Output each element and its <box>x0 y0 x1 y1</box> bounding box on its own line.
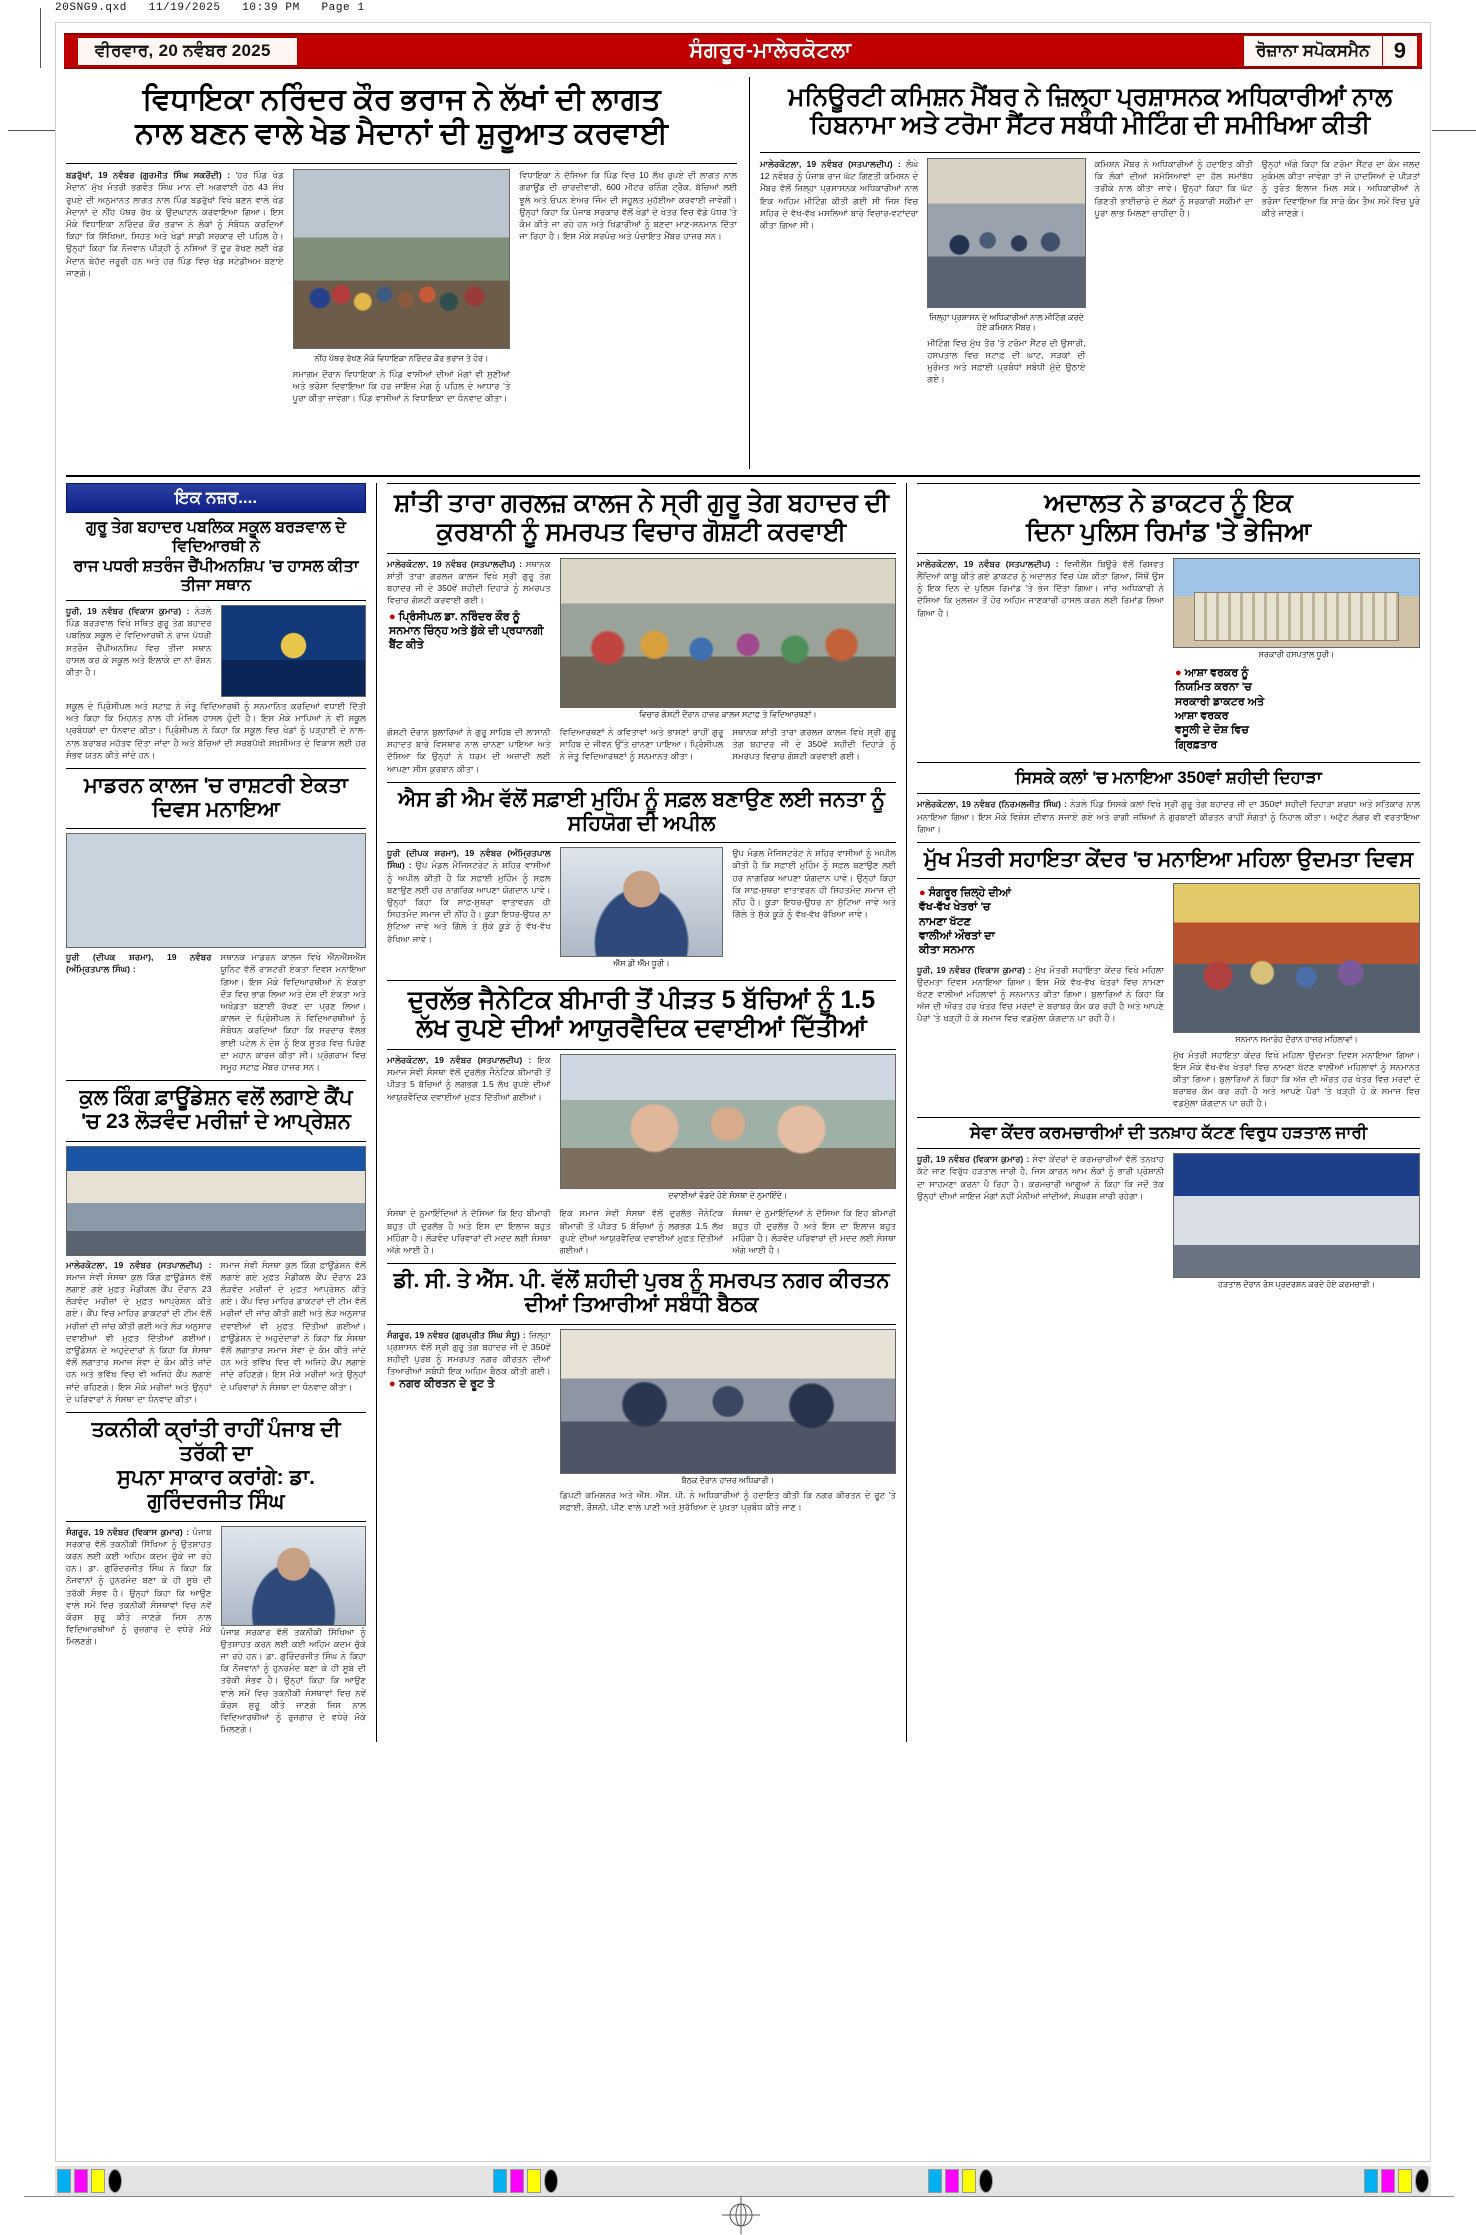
prepress-slug: 20SNG9.qxd 11/19/2025 10:39 PM Page 1 <box>55 2 365 14</box>
swatch-cyan-2 <box>493 2169 507 2193</box>
ek-nazar-photo <box>221 605 367 697</box>
left-column-stack <box>66 483 366 1742</box>
swatch-magenta <box>74 2169 88 2193</box>
takniki-photo <box>221 1526 367 1626</box>
bcds-dateline: ਸੰਗਰੂਰ, 19 ਨਵੰਬਰ (ਗੁਰਪ੍ਰੀਤ ਸਿੰਘ ਸੰਧੂ) : <box>387 1329 526 1340</box>
swatch-magenta-3 <box>945 2169 959 2193</box>
story-takniki <box>66 1412 366 1735</box>
adalat-col1: ਮਾਲੇਰਕੋਟਲਾ, 19 ਨਵੰਬਰ (ਸਤਪਾਲਦੀਪ) : ਵਿਜੀਲੈਂਸ ਬਿਊਰੋ ਵੱਲੋਂ ਰਿਸ਼ਵਤ ਲੈਂਦਿਆਂ ਕਾਬੂ ਕੀਤੇ ਗਏ ਡਾਕਟਰ ਨੂੰ ਅਦਾਲਤ ਵਿਚ ਪੇਸ਼ ਕੀਤਾ ਗਿਆ, ਜਿੱਥੋਂ ਉਸ ਨੂੰ ਇਕ ਦਿਨ ਦੇ ਪੁਲਿਸ ਰਿਮਾਂਡ 'ਤੇ ਭੇਜ ਦਿੱਤਾ ਗਿਆ। ਜਾਂਚ ਅਧਿਕਾਰੀ ਨੇ ਦੱਸਿਆ ਕਿ ਮੁਲਜ਼ਮ ਤੋਂ ਹੋਰ ਅਹਿਮ ਜਾਣਕਾਰੀ ਹਾਸਲ ਕਰਨ ਲਈ ਰਿਮਾਂਡ ਲਿਆ ਗਿਆ ਹੈ। <box>917 558 1165 618</box>
durlabh-headline-line2: ਲੱਖ ਰੁਪਏ ਦੀਆਂ ਆਯੁਰਵੈਦਿਕ ਦਵਾਈਆਂ ਦਿੱਤੀਆਂ <box>416 1014 867 1043</box>
sanake-headline: ਸਿਸਕੇ ਕਲਾਂ 'ਚ ਮਨਾਇਆ 350ਵਾਂ ਸ਼ਹੀਦੀ ਦਿਹਾੜਾ <box>917 762 1420 795</box>
lead-left-photo-caption: ਨੀਂਹ ਪੱਥਰ ਰੱਖਣ ਮੌਕੇ ਵਿਧਾਇਕਾ ਨਰਿੰਦਰ ਕੌਰ ਭਰਾਜ ਤੇ ਹੋਰ। <box>314 354 489 364</box>
takniki-headline-line2: ਸੁਪਨਾ ਸਾਕਾਰ ਕਰਾਂਗੇ: ਡਾ. ਗੁਰਿੰਦਰਜੀਤ ਸਿੰਘ <box>117 1466 315 1514</box>
swatch-yellow <box>91 2169 105 2193</box>
takniki-col1-text: ਪੰਜਾਬ ਸਰਕਾਰ ਵੱਲੋਂ ਤਕਨੀਕੀ ਸਿੱਖਿਆ ਨੂੰ ਉਤਸ਼ਾਹਤ ਕਰਨ ਲਈ ਕਈ ਅਹਿਮ ਕਦਮ ਚੁੱਕੇ ਜਾ ਰਹੇ ਹਨ। ਡਾ. ਗੁਰਿੰਦਰਜੀਤ ਸਿੰਘ ਨੇ ਕਿਹਾ ਕਿ ਨੌਜਵਾਨਾਂ ਨੂੰ ਹੁਨਰਮੰਦ ਬਣਾ ਕੇ ਹੀ ਸੂਬੇ ਦੀ ਤਰੱਕੀ ਸੰਭਵ ਹੈ। ਉਨ੍ਹਾਂ ਕਿਹਾ ਕਿ ਆਉਣ ਵਾਲੇ ਸਮੇਂ ਵਿਚ ਤਕਨੀਕੀ ਸੰਸਥਾਵਾਂ ਵਿਚ ਨਵੇਂ ਕੋਰਸ ਸ਼ੁਰੂ ਕੀਤੇ ਜਾਣਗੇ ਜਿਸ ਨਾਲ ਵਿਦਿਆਰਥੀਆਂ ਨੂੰ ਰੁਜ਼ਗਾਰ ਦੇ ਵਧੇਰੇ ਮੌਕੇ ਮਿਲਣਗੇ। <box>66 1526 212 1647</box>
kul-king-headline-line2: 'ਚ 23 ਲੋੜਵੰਦ ਮਰੀਜ਼ਾਂ ਦੇ ਆਪ੍ਰੇਸ਼ਨ <box>81 1110 351 1134</box>
lead-right-col2 <box>927 158 1085 386</box>
lead-left-col3 <box>519 169 737 469</box>
lead-story-left <box>66 77 737 469</box>
lead-right-col3-text: ਕਮਿਸ਼ਨ ਮੈਂਬਰ ਨੇ ਅਧਿਕਾਰੀਆਂ ਨੂੰ ਹਦਾਇਤ ਕੀਤੀ ਕਿ ਲੋਕਾਂ ਦੀਆਂ ਸਮੱਸਿਆਵਾਂ ਦਾ ਹੱਲ ਸਮਾਂਬੱਧ ਤਰੀਕੇ ਨਾਲ ਕੀਤਾ ਜਾਵੇ। ਉਨ੍ਹਾਂ ਕਿਹਾ ਕਿ ਘੱਟ ਗਿਣਤੀ ਭਾਈਚਾਰੇ ਦੇ ਲੋਕਾਂ ਨੂੰ ਸਰਕਾਰੀ ਸਕੀਮਾਂ ਦਾ ਪੂਰਾ ਲਾਭ ਮਿਲਣਾ ਚਾਹੀਦਾ ਹੈ। <box>1094 159 1253 218</box>
lead-left-headline <box>66 77 737 158</box>
story-kul-king <box>66 1080 366 1405</box>
shanti-tara-col2-text: ਗੋਸ਼ਟੀ ਦੌਰਾਨ ਬੁਲਾਰਿਆਂ ਨੇ ਗੁਰੂ ਸਾਹਿਬ ਦੀ ਲਾਸਾਨੀ ਸ਼ਹਾਦਤ ਬਾਰੇ ਵਿਸਥਾਰ ਨਾਲ ਚਾਨਣਾ ਪਾਇਆ ਅਤੇ ਦੱਸਿਆ ਕਿ ਉਨ੍ਹਾਂ ਨੇ ਧਰਮ ਦੀ ਅਜ਼ਾਦੀ ਲਈ ਆਪਣਾ ਸੀਸ ਕੁਰਬਾਨ ਕੀਤਾ। <box>387 727 551 774</box>
kul-king-col2: ਸਮਾਜ ਸੇਵੀ ਸੰਸਥਾ ਕੁਲ ਕਿੰਗ ਫ਼ਾਊਂਡੇਸ਼ਨ ਵੱਲੋਂ ਲਗਾਏ ਗਏ ਮੁਫ਼ਤ ਮੈਡੀਕਲ ਕੈਂਪ ਦੌਰਾਨ 23 ਲੋੜਵੰਦ ਮਰੀਜ਼ਾਂ ਦੇ ਮੁਫ਼ਤ ਆਪ੍ਰੇਸ਼ਨ ਕੀਤੇ ਗਏ। ਕੈਂਪ ਵਿਚ ਮਾਹਿਰ ਡਾਕਟਰਾਂ ਦੀ ਟੀਮ ਵੱਲੋਂ ਮਰੀਜ਼ਾਂ ਦੀ ਜਾਂਚ ਕੀਤੀ ਗਈ ਅਤੇ ਲੋੜ ਅਨੁਸਾਰ ਦਵਾਈਆਂ ਵੀ ਮੁਫ਼ਤ ਦਿੱਤੀਆਂ ਗਈਆਂ। ਫ਼ਾਊਂਡੇਸ਼ਨ ਦੇ ਅਹੁਦੇਦਾਰਾਂ ਨੇ ਕਿਹਾ ਕਿ ਸੰਸਥਾ ਵੱਲੋਂ ਲਗਾਤਾਰ ਸਮਾਜ ਸੇਵਾ ਦੇ ਕੰਮ ਕੀਤੇ ਜਾਂਦੇ ਹਨ ਅਤੇ ਭਵਿੱਖ ਵਿਚ ਵੀ ਅਜਿਹੇ ਕੈਂਪ ਲਗਾਏ ਜਾਂਦੇ ਰਹਿਣਗੇ। ਇਸ ਮੌਕੇ ਮਰੀਜ਼ਾਂ ਅਤੇ ਉਨ੍ਹਾਂ ਦੇ ਪਰਿਵਾਰਾਂ ਨੇ ਸੰਸਥਾ ਦਾ ਧੰਨਵਾਦ ਕੀਤਾ। <box>220 1259 366 1392</box>
shanti-tara-dateline: ਮਾਲੇਰਕੋਟਲਾ, 19 ਨਵੰਬਰ (ਸਤਪਾਲਦੀਪ) : <box>387 558 522 569</box>
swatch-yellow-3 <box>962 2169 976 2193</box>
mukh-mantri-col1: ● ਸੰਗਰੂਰ ਜ਼ਿਲ੍ਹੇ ਦੀਆਂ ਵੱਖ-ਵੱਖ ਖੇਤਰਾਂ 'ਚ ਨਾਮਣਾ ਖੱਟਣ ਵਾਲੀਆਂ ਔਰਤਾਂ ਦਾ ਕੀਤਾ ਸਨਮਾਨ ਧੂਰੀ, 19 ਨਵੰਬਰ (ਵਿਕਾਸ ਕੁਮਾਰ) : ਮੁੱਖ ਮੰਤਰੀ ਸਹਾਇਤਾ ਕੇਂਦਰ ਵਿਖੇ ਮਹਿਲਾ ਉਦਮਤਾ ਦਿਵਸ ਮਨਾਇਆ ਗਿਆ। ਇਸ ਮੌਕੇ ਵੱਖ-ਵੱਖ ਖੇਤਰਾਂ ਵਿਚ ਨਾਮਣਾ ਖੱਟਣ ਵਾਲੀਆਂ ਮਹਿਲਾਵਾਂ ਨੂੰ ਸਨਮਾਨਤ ਕੀਤਾ ਗਿਆ। ਬੁਲਾਰਿਆਂ ਨੇ ਕਿਹਾ ਕਿ ਅੱਜ ਦੀ ਔਰਤ ਹਰ ਖੇਤਰ ਵਿਚ ਮਰਦਾਂ ਦੇ ਬਰਾਬਰ ਕੰਮ ਕਰ ਰਹੀ ਹੈ ਅਤੇ ਆਪਣੇ ਪੈਰਾਂ 'ਤੇ ਖੜ੍ਹੀ ਹੋ ਕੇ ਸਮਾਜ ਵਿਚ ਵਡਮੁੱਲਾ ਯੋਗਦਾਨ ਪਾ ਰਹੀ ਹੈ। <box>917 883 1164 1109</box>
story-ek-nazar <box>66 483 366 761</box>
madan-college-headline: ਮਾਡਰਨ ਕਾਲਜ 'ਚ ਰਾਸ਼ਟਰੀ ਏਕਤਾ ਦਿਵਸ ਮਨਾਇਆ <box>66 768 366 829</box>
bcds-bullet: ● ਨਗਰ ਕੀਰਤਨ ਦੇ ਰੂਟ ਤੇ <box>389 1378 495 1391</box>
sewa-kendra-headline: ਸੇਵਾ ਕੇਂਦਰ ਕਰਮਚਾਰੀਆਂ ਦੀ ਤਨਖ਼ਾਹ ਕੱਟਣ ਵਿਰੁਧ ਹੜਤਾਲ ਜਾਰੀ <box>917 1117 1420 1150</box>
newspaper-page <box>55 22 1431 2162</box>
ek-nazar-banner: ਇਕ ਨਜ਼ਰ.... <box>66 483 366 513</box>
mukh-mantri-col2 <box>1173 883 1420 1109</box>
adalat-photo <box>1173 558 1420 648</box>
lead-left-dateline: ਬਡਰੁੱਖਾਂ, 19 ਨਵੰਬਰ (ਗੁਰਮੀਤ ਸਿੰਘ ਸਕਰੌਦੀ) : <box>66 170 231 181</box>
shanti-tara-col4-text: ਸਥਾਨਕ ਸ਼ਾਂਤੀ ਤਾਰਾ ਗਰਲਜ਼ ਕਾਲਜ ਵਿਖੇ ਸ੍ਰੀ ਗੁਰੂ ਤੇਗ ਬਹਾਦਰ ਜੀ ਦੇ 350ਵੇਂ ਸ਼ਹੀਦੀ ਦਿਹਾੜੇ ਨੂੰ ਸਮਰਪਤ ਵਿਚਾਰ ਗੋਸ਼ਟੀ ਕਰਵਾਈ ਗਈ। <box>732 727 896 762</box>
shanti-tara-col2 <box>560 558 896 723</box>
lead-left-columns <box>66 169 737 469</box>
adalat-dateline: ਮਾਲੇਰਕੋਟਲਾ, 19 ਨਵੰਬਰ (ਸਤਪਾਲਦੀਪ) : <box>917 558 1059 569</box>
sewa-kendra-col2 <box>1173 1153 1420 1293</box>
durlabh-col3: ਸੰਸਥਾ ਦੇ ਨੁਮਾਇੰਦਿਆਂ ਨੇ ਦੱਸਿਆ ਕਿ ਇਹ ਬੀਮਾਰੀ ਬਹੁਤ ਹੀ ਦੁਰਲੱਭ ਹੈ ਅਤੇ ਇਸ ਦਾ ਇਲਾਜ ਬਹੁਤ ਮਹਿੰਗਾ ਹੈ। ਲੋੜਵੰਦ ਪਰਿਵਾਰਾਂ ਦੀ ਮਦਦ ਲਈ ਸੰਸਥਾ ਅੱਗੇ ਆਈ ਹੈ। <box>387 1208 551 1256</box>
masthead-edition: ਸੰਗਰੂਰ-ਮਾਲੇਰਕੋਟਲਾ <box>689 39 852 62</box>
page-number: 9 <box>1383 35 1418 67</box>
color-swatch-set-3 <box>926 2169 995 2193</box>
lead-right-headline-line1: ਮਨਿਊਰਟੀ ਕਮਿਸ਼ਨ ਮੈਂਬਰ ਨੇ ਜ਼ਿਲ੍ਹਾ ਪ੍ਰਸ਼ਾਸਨਕ ਅਧਿਕਾਰੀਆਂ ਨਾਲ <box>788 83 1392 111</box>
sewa-kendra-dateline: ਧੂਰੀ, 19 ਨਵੰਬਰ (ਵਿਕਾਸ ਕੁਮਾਰ) : <box>917 1154 1030 1165</box>
shanti-tara-col1-text: ਸਥਾਨਕ ਸ਼ਾਂਤੀ ਤਾਰਾ ਗਰਲਜ਼ ਕਾਲਜ ਵਿਖੇ ਸ੍ਰੀ ਗੁਰੂ ਤੇਗ ਬਹਾਦਰ ਜੀ ਦੇ 350ਵੇਂ ਸ਼ਹੀਦੀ ਦਿਹਾੜੇ ਨੂੰ ਸਮਰਪਤ ਵਿਚਾਰ ਗੋਸ਼ਟੀ ਕਰਵਾਈ ਗਈ। <box>387 558 551 606</box>
lead-left-col3-text: ਸਮਾਗਮ ਦੌਰਾਨ ਵਿਧਾਇਕਾ ਨੇ ਪਿੰਡ ਵਾਸੀਆਂ ਦੀਆਂ ਮੰਗਾਂ ਵੀ ਸੁਣੀਆਂ ਅਤੇ ਭਰੋਸਾ ਦਿਵਾਇਆ ਕਿ ਹਰ ਜਾਇਜ਼ ਮੰਗ ਨੂੰ ਪਹਿਲ ਦੇ ਆਧਾਰ 'ਤੇ ਪੂਰਾ ਕੀਤਾ ਜਾਵੇਗਾ। ਪਿੰਡ ਵਾਸੀਆਂ ਨੇ ਵਿਧਾਇਕਾ ਦਾ ਧੰਨਵਾਦ ਕੀਤਾ। <box>292 368 511 403</box>
shanti-tara-col3-text: ਵਿਦਿਆਰਥਣਾਂ ਨੇ ਕਵਿਤਾਵਾਂ ਅਤੇ ਭਾਸ਼ਣਾਂ ਰਾਹੀਂ ਗੁਰੂ ਸਾਹਿਬ ਦੇ ਜੀਵਨ ਉੱਤੇ ਚਾਨਣਾ ਪਾਇਆ। ਪ੍ਰਿੰਸੀਪਲ ਨੇ ਜੇਤੂ ਵਿਦਿਆਰਥਣਾਂ ਨੂੰ ਸਨਮਾਨਤ ਕੀਤਾ। <box>559 727 724 762</box>
lead-right-col2-text: ਮੀਟਿੰਗ ਵਿਚ ਮੁੱਖ ਤੌਰ 'ਤੇ ਟਰੋਮਾ ਸੈਂਟਰ ਦੀ ਉਸਾਰੀ, ਹਸਪਤਾਲ ਵਿਚ ਸਟਾਫ਼ ਦੀ ਘਾਟ, ਸੜਕਾਂ ਦੀ ਮੁਰੰਮਤ ਅਤੇ ਸਫ਼ਾਈ ਪ੍ਰਬੰਧਾਂ ਸਬੰਧੀ ਮੁੱਦੇ ਉਠਾਏ ਗਏ। <box>927 337 1086 385</box>
story-durlabh <box>387 980 896 1257</box>
adalat-headline-line1: ਅਦਾਲਤ ਨੇ ਡਾਕਟਰ ਨੂੰ ਇਕ <box>1044 489 1293 518</box>
ek-nazar-subhead-line1: ਗੁਰੂ ਤੇਗ ਬਹਾਦਰ ਪਬਲਿਕ ਸਕੂਲ ਬਰੜਵਾਲ ਦੇ ਵਿਦਿਆਰਥੀ ਨੇ <box>86 519 346 556</box>
story-shanti-tara <box>387 483 896 775</box>
takniki-col2 <box>221 1526 367 1736</box>
swatch-magenta-4 <box>1381 2169 1395 2193</box>
durlabh-photo-caption: ਦਵਾਈਆਂ ਵੰਡਦੇ ਹੋਏ ਸੰਸਥਾ ਦੇ ਨੁਮਾਇੰਦੇ। <box>668 1191 788 1201</box>
shanti-tara-photo-caption: ਵਿਚਾਰ ਗੋਸ਼ਟੀ ਦੌਰਾਨ ਹਾਜ਼ਰ ਕਾਲਜ ਸਟਾਫ਼ ਤੇ ਵਿਦਿਆਰਥਣਾਂ। <box>638 709 817 719</box>
lead-right-col4 <box>1262 158 1420 386</box>
takniki-dateline: ਸੰਗਰੂਰ, 19 ਨਵੰਬਰ (ਵਿਕਾਸ ਕੁਮਾਰ) : <box>66 1526 190 1537</box>
takniki-col1 <box>66 1526 212 1736</box>
top-lead-grid <box>66 77 1420 469</box>
registration-mark <box>722 2196 760 2234</box>
sanake-body: ਮਾਲੇਰਕੋਟਲਾ, 19 ਨਵੰਬਰ (ਨਿਰਮਲਜੀਤ ਸਿੰਘ) : ਨੇੜਲੇ ਪਿੰਡ ਸਿਸਕੇ ਕਲਾਂ ਵਿਖੇ ਸ੍ਰੀ ਗੁਰੂ ਤੇਗ ਬਹਾਦਰ ਜੀ ਦਾ 350ਵਾਂ ਸ਼ਹੀਦੀ ਦਿਹਾੜਾ ਸ਼ਰਧਾ ਅਤੇ ਸਤਿਕਾਰ ਨਾਲ ਮਨਾਇਆ ਗਿਆ। ਇਸ ਮੌਕੇ ਵਿਸ਼ੇਸ਼ ਦੀਵਾਨ ਸਜਾਏ ਗਏ ਅਤੇ ਰਾਗੀ ਜਥਿਆਂ ਨੇ ਗੁਰਬਾਣੀ ਕੀਰਤਨ ਰਾਹੀਂ ਸੰਗਤਾਂ ਨੂੰ ਨਿਹਾਲ ਕੀਤਾ। ਅਟੁੱਟ ਲੰਗਰ ਵੀ ਵਰਤਾਇਆ ਗਿਆ। <box>917 799 1421 834</box>
story-sewa-kendra <box>917 1117 1420 1294</box>
swatch-black-3 <box>979 2169 993 2193</box>
durlabh-photo <box>560 1054 896 1189</box>
swatch-black-4 <box>1415 2169 1429 2193</box>
masthead-publication-title: ਰੋਜ਼ਾਨਾ ਸਪੋਕਸਮੈਨ <box>1243 35 1383 67</box>
story-adalat <box>917 483 1420 755</box>
lead-left-col1 <box>66 169 284 469</box>
mukh-mantri-bullet-list: ● ਸੰਗਰੂਰ ਜ਼ਿਲ੍ਹੇ ਦੀਆਂ ਵੱਖ-ਵੱਖ ਖੇਤਰਾਂ 'ਚ ਨਾਮਣਾ ਖੱਟਣ ਵਾਲੀਆਂ ਔਰਤਾਂ ਦਾ ਕੀਤਾ ਸਨਮਾਨ <box>919 887 1011 957</box>
swatch-cyan <box>57 2169 71 2193</box>
swatch-yellow-2 <box>527 2169 541 2193</box>
prepress-color-bar <box>55 2166 1431 2196</box>
lead-right-photo-caption: ਜ਼ਿਲ੍ਹਾ ਪ੍ਰਸ਼ਾਸਨ ਦੇ ਅਧਿਕਾਰੀਆਂ ਨਾਲ ਮੀਟਿੰਗ ਕਰਦੇ ਹੋਏ ਕਮਿਸ਼ਨ ਮੈਂਬਰ। <box>928 313 1084 333</box>
story-madan-college <box>66 768 366 1073</box>
lead-right-col1 <box>760 158 918 386</box>
masthead-right <box>1243 35 1418 67</box>
color-swatch-set-2 <box>491 2169 560 2193</box>
lead-right-columns <box>760 158 1420 386</box>
lead-left-col1-text: 'ਹਰ ਪਿੰਡ ਖੇਡ ਮੈਦਾਨ' ਮੁੱਖ ਮੰਤਰੀ ਭਗਵੰਤ ਸਿੰਘ ਮਾਨ ਦੀ ਅਗਵਾਈ ਹੇਠ 43 ਸੰਖ ਰੁਪਏ ਦੀ ਅਨੁਮਾਨਤ ਲਾਗਤ ਨਾਲ ਪਿੰਡ ਬਡਰੁੱਖਾਂ ਵਿਖੇ ਬਣਨ ਵਾਲੇ ਖੇਡ ਮੈਦਾਨਾਂ ਦੇ ਨੀਂਹ ਪੱਥਰ ਰੱਖ ਕੇ ਉਦਘਾਟਨ ਕਰਵਾਇਆ ਗਿਆ। ਇਸ ਮੌਕੇ ਵਿਧਾਇਕਾ ਨਰਿੰਦਰ ਕੌਰ ਭਰਾਜ ਨੇ ਲੋਕਾਂ ਨੂੰ ਸੰਬੋਧਨ ਕਰਦਿਆਂ ਕਿਹਾ ਕਿ ਸਿੱਖਿਆ, ਸਿਹਤ ਅਤੇ ਖੇਡਾਂ ਸਾਡੀ ਸਰਕਾਰ ਦੀ ਪਹਿਲ ਹੈ। ਉਨ੍ਹਾਂ ਕਿਹਾ ਕਿ ਨੌਜਵਾਨ ਪੀੜ੍ਹੀ ਨੂੰ ਨਸ਼ਿਆਂ ਤੋਂ ਦੂਰ ਰੱਖਣ ਲਈ ਖੇਡ ਮੈਦਾਨ ਬੇਹੱਦ ਜ਼ਰੂਰੀ ਹਨ ਅਤੇ ਹਰ ਪਿੰਡ ਵਿਚ ਖੇਡ ਸਟੇਡੀਅਮ ਬਣਾਏ ਜਾਣਗੇ। <box>66 170 284 278</box>
durlabh-dateline: ਮਾਲੇਰਕੋਟਲਾ, 19 ਨਵੰਬਰ (ਸਤਪਾਲਦੀਪ) : <box>387 1055 532 1066</box>
lead-right-headline <box>760 77 1420 147</box>
bcds-col2 <box>560 1329 896 1514</box>
sewa-kendra-col1: ਧੂਰੀ, 19 ਨਵੰਬਰ (ਵਿਕਾਸ ਕੁਮਾਰ) : ਸੇਵਾ ਕੇਂਦਰਾਂ ਦੇ ਕਰਮਚਾਰੀਆਂ ਵੱਲੋਂ ਤਨਖ਼ਾਹ ਕੱਟੇ ਜਾਣ ਵਿਰੁੱਧ ਹੜਤਾਲ ਜਾਰੀ ਹੈ, ਜਿਸ ਕਾਰਨ ਆਮ ਲੋਕਾਂ ਨੂੰ ਭਾਰੀ ਪ੍ਰੇਸ਼ਾਨੀ ਦਾ ਸਾਹਮਣਾ ਕਰਨਾ ਪੈ ਰਿਹਾ ਹੈ। ਕਰਮਚਾਰੀ ਆਗੂਆਂ ਨੇ ਕਿਹਾ ਕਿ ਜਦੋਂ ਤੱਕ ਉਨ੍ਹਾਂ ਦੀਆਂ ਜਾਇਜ਼ ਮੰਗਾਂ ਨਹੀਂ ਮੰਨੀਆਂ ਜਾਂਦੀਆਂ, ਸੰਘਰਸ਼ ਜਾਰੀ ਰਹੇਗਾ। <box>917 1154 1164 1201</box>
madan-college-dateline: ਧੂਰੀ (ਦੀਪਕ ਸ਼ਰਮਾ), 19 ਨਵੰਬਰ (ਅੰਮ੍ਰਿਤਪਾਲ ਸਿੰਘ) : <box>66 952 212 975</box>
durlabh-col2 <box>560 1054 896 1204</box>
bcds-photo <box>560 1329 896 1474</box>
madan-college-photo <box>66 833 366 948</box>
kul-king-photo <box>66 1146 366 1256</box>
sdm-appeal-col3: ਉਪ ਮੰਡਲ ਮੈਜਿਸਟਰੇਟ ਨੇ ਸ਼ਹਿਰ ਵਾਸੀਆਂ ਨੂੰ ਅਪੀਲ ਕੀਤੀ ਹੈ ਕਿ ਸਫ਼ਾਈ ਮੁਹਿੰਮ ਨੂੰ ਸਫ਼ਲ ਬਣਾਉਣ ਲਈ ਹਰ ਨਾਗਰਿਕ ਆਪਣਾ ਯੋਗਦਾਨ ਪਾਵੇ। ਉਨ੍ਹਾਂ ਕਿਹਾ ਕਿ ਸਾਫ਼-ਸੁਥਰਾ ਵਾਤਾਵਰਨ ਹੀ ਸਿਹਤਮੰਦ ਸਮਾਜ ਦੀ ਨੀਂਹ ਹੈ। ਕੂੜਾ ਇਧਰ-ਉਧਰ ਨਾ ਸੁੱਟਿਆ ਜਾਵੇ ਅਤੇ ਗਿੱਲੇ ਤੇ ਸੁੱਕੇ ਕੂੜੇ ਨੂੰ ਵੱਖ-ਵੱਖ ਰੱਖਿਆ ਜਾਵੇ। <box>732 848 896 920</box>
durlabh-col1: ਮਾਲੇਰਕੋਟਲਾ, 19 ਨਵੰਬਰ (ਸਤਪਾਲਦੀਪ) : ਇਕ ਸਮਾਜ ਸੇਵੀ ਸੰਸਥਾ ਵੱਲੋਂ ਦੁਰਲੱਭ ਜੈਨੇਟਿਕ ਬੀਮਾਰੀ ਤੋਂ ਪੀੜਤ 5 ਬੱਚਿਆਂ ਨੂੰ ਲਗਭਗ 1.5 ਲੱਖ ਰੁਪਏ ਦੀਆਂ ਆਯੁਰਵੈਦਿਕ ਦਵਾਈਆਂ ਮੁਫ਼ਤ ਦਿੱਤੀਆਂ ਗਈਆਂ। <box>387 1055 551 1102</box>
sewa-kendra-photo <box>1173 1153 1420 1278</box>
mukh-mantri-photo <box>1173 883 1420 1033</box>
right-column-stack <box>906 483 1420 1742</box>
kul-king-headline <box>66 1080 366 1141</box>
durlabh-headline-line1: ਦੁਰਲੱਭ ਜੈਨੇਟਿਕ ਬੀਮਾਰੀ ਤੋਂ ਪੀੜਤ 5 ਬੱਚਿਆਂ ਨੂੰ 1.5 <box>407 985 876 1014</box>
sdm-appeal-photo-caption: ਐੱਸ ਡੀ ਐੱਮ ਧੂਰੀ। <box>613 959 670 969</box>
adalat-headline-line2: ਦਿਨਾ ਪੁਲਿਸ ਰਿਮਾਂਡ 'ਤੇ ਭੇਜਿਆ <box>1025 517 1312 546</box>
color-swatch-set-1 <box>55 2169 124 2193</box>
story-sdm-appeal <box>387 782 896 973</box>
ek-nazar-subhead-line2: ਰਾਜ ਪਧਰੀ ਸ਼ਤਰੰਜ ਚੈਂਪੀਅਨਸ਼ਿਪ 'ਚ ਹਾਸਲ ਕੀਤਾ ਤੀਜਾ ਸਥਾਨ <box>73 557 359 594</box>
sdm-appeal-col1: ਧੂਰੀ (ਦੀਪਕ ਸ਼ਰਮਾ), 19 ਨਵੰਬਰ (ਅੰਮ੍ਰਿਤਪਾਲ ਸਿੰਘ) : ਉਪ ਮੰਡਲ ਮੈਜਿਸਟਰੇਟ ਨੇ ਸ਼ਹਿਰ ਵਾਸੀਆਂ ਨੂੰ ਅਪੀਲ ਕੀਤੀ ਹੈ ਕਿ ਸਫ਼ਾਈ ਮੁਹਿੰਮ ਨੂੰ ਸਫ਼ਲ ਬਣਾਉਣ ਲਈ ਹਰ ਨਾਗਰਿਕ ਆਪਣਾ ਯੋਗਦਾਨ ਪਾਵੇ। ਉਨ੍ਹਾਂ ਕਿਹਾ ਕਿ ਸਾਫ਼-ਸੁਥਰਾ ਵਾਤਾਵਰਨ ਹੀ ਸਿਹਤਮੰਦ ਸਮਾਜ ਦੀ ਨੀਂਹ ਹੈ। ਕੂੜਾ ਇਧਰ-ਉਧਰ ਨਾ ਸੁੱਟਿਆ ਜਾਵੇ ਅਤੇ ਗਿੱਲੇ ਤੇ ਸੁੱਕੇ ਕੂੜੇ ਨੂੰ ਵੱਖ-ਵੱਖ ਰੱਖਿਆ ਜਾਵੇ। <box>387 848 551 944</box>
adalat-bullet-list: ● ਆਸ਼ਾ ਵਰਕਰ ਨੂੰ ਨਿਯਮਿਤ ਕਰਨਾ 'ਚ ਸਰਕਾਰੀ ਡਾਕਟਰ ਅਤੇ ਆਸ਼ਾ ਵਰਕਰ ਵਸੂਲੀ ਦੇ ਦੋਸ਼ ਵਿਚ ਗ੍ਰਿਫ਼ਤਾਰ <box>1175 667 1265 751</box>
ek-nazar-col1 <box>66 605 212 697</box>
mukh-mantri-col2-text: ਮੁੱਖ ਮੰਤਰੀ ਸਹਾਇਤਾ ਕੇਂਦਰ ਵਿਖੇ ਮਹਿਲਾ ਉਦਮਤਾ ਦਿਵਸ ਮਨਾਇਆ ਗਿਆ। ਇਸ ਮੌਕੇ ਵੱਖ-ਵੱਖ ਖੇਤਰਾਂ ਵਿਚ ਨਾਮਣਾ ਖੱਟਣ ਵਾਲੀਆਂ ਮਹਿਲਾਵਾਂ ਨੂੰ ਸਨਮਾਨਤ ਕੀਤਾ ਗਿਆ। ਬੁਲਾਰਿਆਂ ਨੇ ਕਿਹਾ ਕਿ ਅੱਜ ਦੀ ਔਰਤ ਹਰ ਖੇਤਰ ਵਿਚ ਮਰਦਾਂ ਦੇ ਬਰਾਬਰ ਕੰਮ ਕਰ ਰਹੀ ਹੈ ਅਤੇ ਆਪਣੇ ਪੈਰਾਂ 'ਤੇ ਖੜ੍ਹੀ ਹੋ ਕੇ ਸਮਾਜ ਵਿਚ ਵਡਮੁੱਲਾ ਯੋਗਦਾਨ ਪਾ ਰਹੀ ਹੈ। <box>1173 1049 1420 1109</box>
bullet-icon: ● <box>389 610 396 623</box>
crop-mark-right <box>1432 130 1476 131</box>
durlabh-col4: ਇਕ ਸਮਾਜ ਸੇਵੀ ਸੰਸਥਾ ਵੱਲੋਂ ਦੁਰਲੱਭ ਜੈਨੇਟਿਕ ਬੀਮਾਰੀ ਤੋਂ ਪੀੜਤ 5 ਬੱਚਿਆਂ ਨੂੰ ਲਗਭਗ 1.5 ਲੱਖ ਰੁਪਏ ਦੀਆਂ ਆਯੁਰਵੈਦਿਕ ਦਵਾਈਆਂ ਮੁਫ਼ਤ ਦਿੱਤੀਆਂ ਗਈਆਂ। <box>559 1208 724 1256</box>
middle-column-stack <box>376 483 896 1742</box>
lead-right-headline-line2: ਹਿਬਨਾਮਾ ਅਤੇ ਟਰੋਮਾ ਸੈਂਟਰ ਸਬੰਧੀ ਮੀਟਿੰਗ ਦੀ ਸਮੀਖਿਆ ਕੀਤੀ <box>809 111 1371 139</box>
sdm-appeal-dateline: ਧੂਰੀ (ਦੀਪਕ ਸ਼ਰਮਾ), 19 ਨਵੰਬਰ (ਅੰਮ੍ਰਿਤਪਾਲ ਸਿੰਘ) : <box>387 848 551 871</box>
madan-college-col2: ਸਥਾਨਕ ਮਾਡਰਨ ਕਾਲਜ ਵਿਖੇ ਐੱਨਐੱਸਐੱਸ ਯੂਨਿਟ ਵੱਲੋਂ ਰਾਸ਼ਟਰੀ ਏਕਤਾ ਦਿਵਸ ਮਨਾਇਆ ਗਿਆ। ਇਸ ਮੌਕੇ ਵਿਦਿਆਰਥੀਆਂ ਨੇ ਏਕਤਾ ਦੌੜ ਵਿਚ ਭਾਗ ਲਿਆ ਅਤੇ ਦੇਸ਼ ਦੀ ਏਕਤਾ ਅਤੇ ਅਖੰਡਤਾ ਬਣਾਈ ਰੱਖਣ ਦਾ ਪ੍ਰਣ ਲਿਆ। ਕਾਲਜ ਦੇ ਪ੍ਰਿੰਸੀਪਲ ਨੇ ਵਿਦਿਆਰਥੀਆਂ ਨੂੰ ਸੰਬੋਧਨ ਕਰਦਿਆਂ ਕਿਹਾ ਕਿ ਸਰਦਾਰ ਵੱਲਭ ਭਾਈ ਪਟੇਲ ਨੇ ਦੇਸ਼ ਨੂੰ ਇਕ ਸੂਤਰ ਵਿਚ ਪਿਰੋਣ ਦਾ ਮਹਾਨ ਕਾਰਜ ਕੀਤਾ ਸੀ। ਪ੍ਰੋਗਰਾਮ ਵਿਚ ਸਮੂਹ ਸਟਾਫ਼ ਮੈਂਬਰ ਹਾਜ਼ਰ ਸਨ। <box>220 952 366 1073</box>
lead-right-photo <box>927 158 1085 308</box>
kul-king-col1-text: ਸਮਾਜ ਸੇਵੀ ਸੰਸਥਾ ਕੁਲ ਕਿੰਗ ਫ਼ਾਊਂਡੇਸ਼ਨ ਵੱਲੋਂ ਲਗਾਏ ਗਏ ਮੁਫ਼ਤ ਮੈਡੀਕਲ ਕੈਂਪ ਦੌਰਾਨ 23 ਲੋੜਵੰਦ ਮਰੀਜ਼ਾਂ ਦੇ ਮੁਫ਼ਤ ਆਪ੍ਰੇਸ਼ਨ ਕੀਤੇ ਗਏ। ਕੈਂਪ ਵਿਚ ਮਾਹਿਰ ਡਾਕਟਰਾਂ ਦੀ ਟੀਮ ਵੱਲੋਂ ਮਰੀਜ਼ਾਂ ਦੀ ਜਾਂਚ ਕੀਤੀ ਗਈ ਅਤੇ ਲੋੜ ਅਨੁਸਾਰ ਦਵਾਈਆਂ ਵੀ ਮੁਫ਼ਤ ਦਿੱਤੀਆਂ ਗਈਆਂ। ਫ਼ਾਊਂਡੇਸ਼ਨ ਦੇ ਅਹੁਦੇਦਾਰਾਂ ਨੇ ਕਿਹਾ ਕਿ ਸੰਸਥਾ ਵੱਲੋਂ ਲਗਾਤਾਰ ਸਮਾਜ ਸੇਵਾ ਦੇ ਕੰਮ ਕੀਤੇ ਜਾਂਦੇ ਹਨ ਅਤੇ ਭਵਿੱਖ ਵਿਚ ਵੀ ਅਜਿਹੇ ਕੈਂਪ ਲਗਾਏ ਜਾਂਦੇ ਰਹਿਣਗੇ। ਇਸ ਮੌਕੇ ਮਰੀਜ਼ਾਂ ਅਤੇ ਉਨ੍ਹਾਂ ਦੇ ਪਰਿਵਾਰਾਂ ਨੇ ਸੰਸਥਾ ਦਾ ਧੰਨਵਾਦ ਕੀਤਾ। <box>66 1271 212 1404</box>
madan-college-col1 <box>66 951 212 1073</box>
adalat-photo-caption: ਸਰਕਾਰੀ ਹਸਪਤਾਲ ਧੂਰੀ। <box>1258 649 1335 659</box>
kul-king-col1 <box>66 1259 212 1405</box>
ek-nazar-body: ਸਕੂਲ ਦੇ ਪ੍ਰਿੰਸੀਪਲ ਅਤੇ ਸਟਾਫ਼ ਨੇ ਜੇਤੂ ਵਿਦਿਆਰਥੀ ਨੂੰ ਸਨਮਾਨਿਤ ਕਰਦਿਆਂ ਵਧਾਈ ਦਿੱਤੀ ਅਤੇ ਕਿਹਾ ਕਿ ਮਿਹਨਤ ਨਾਲ ਹੀ ਮੰਜ਼ਿਲ ਹਾਸਲ ਹੁੰਦੀ ਹੈ। ਇਸ ਮੌਕੇ ਮਾਪਿਆਂ ਨੇ ਵੀ ਸਕੂਲ ਪ੍ਰਬੰਧਕਾਂ ਦਾ ਧੰਨਵਾਦ ਕੀਤਾ। ਪ੍ਰਿੰਸੀਪਲ ਨੇ ਕਿਹਾ ਕਿ ਸਕੂਲ ਵਿਚ ਖੇਡਾਂ ਨੂੰ ਪੜ੍ਹਾਈ ਦੇ ਨਾਲ-ਨਾਲ ਬਰਾਬਰ ਮਹੱਤਵ ਦਿੱਤਾ ਜਾਂਦਾ ਹੈ ਅਤੇ ਬੱਚਿਆਂ ਦੀ ਸਰਬਪੱਖੀ ਸ਼ਖ਼ਸੀਅਤ ਦੇ ਵਿਕਾਸ ਲਈ ਹਰ ਸੰਭਵ ਯਤਨ ਕੀਤੇ ਜਾਂਦੇ ਹਨ। <box>66 700 366 760</box>
lead-left-headline-line1: ਵਿਧਾਇਕਾ ਨਰਿੰਦਰ ਕੌਰ ਭਰਾਜ ਨੇ ਲੱਖਾਂ ਦੀ ਲਾਗਤ <box>142 83 661 116</box>
shanti-tara-bullet: ● ਪ੍ਰਿੰਸੀਪਲ ਡਾ. ਨਰਿੰਦਰ ਕੌਰ ਨੂੰ ਸਨਮਾਨ ਚਿੰਨ੍ਹ ਅਤੇ ਬੁੱਕੇ ਦੀ ਪ੍ਰਧਾਨਗੀ ਬੈਂਟ ਕੀਤੇ <box>389 610 544 652</box>
swatch-magenta-2 <box>510 2169 524 2193</box>
story-mukh-mantri <box>917 842 1420 1110</box>
lead-right-col4-text: ਉਨ੍ਹਾਂ ਅੱਗੇ ਕਿਹਾ ਕਿ ਟਰੋਮਾ ਸੈਂਟਰ ਦਾ ਕੰਮ ਜਲਦ ਮੁਕੰਮਲ ਕੀਤਾ ਜਾਵੇਗਾ ਤਾਂ ਜੋ ਹਾਦਸਿਆਂ ਦੇ ਪੀੜਤਾਂ ਨੂੰ ਤੁਰੰਤ ਇਲਾਜ ਮਿਲ ਸਕੇ। ਅਧਿਕਾਰੀਆਂ ਨੇ ਭਰੋਸਾ ਦਿਵਾਇਆ ਕਿ ਸਾਰੇ ਕੰਮ ਤੈਅ ਸਮੇਂ ਵਿਚ ਪੂਰੇ ਕੀਤੇ ਜਾਣਗੇ। <box>1261 159 1420 218</box>
swatch-yellow-4 <box>1398 2169 1412 2193</box>
crop-mark-left-vertical <box>40 8 41 68</box>
sanake-dateline: ਮਾਲੇਰਕੋਟਲਾ, 19 ਨਵੰਬਰ (ਨਿਰਮਲਜੀਤ ਸਿੰਘ) : <box>917 799 1068 810</box>
sdm-appeal-headline: ਐਸ ਡੀ ਐਮ ਵੱਲੋਂ ਸਫ਼ਾਈ ਮੁਹਿੰਮ ਨੂੰ ਸਫ਼ਲ ਬਣਾਉਣ ਲਈ ਜਨਤਾ ਨੂੰ ਸਹਿਯੋਗ ਦੀ ਅਪੀਲ <box>387 782 896 843</box>
kul-king-dateline: ਮਾਲੇਰਕੋਟਲਾ, 19 ਨਵੰਬਰ (ਸਤਪਾਲਦੀਪ) : <box>66 1259 212 1270</box>
swatch-cyan-4 <box>1364 2169 1378 2193</box>
lead-right-dateline: ਮਾਲੇਰਕੋਟਲਾ, 19 ਨਵੰਬਰ (ਸਤਪਾਲਦੀਪ) : <box>760 159 901 169</box>
sdm-appeal-photo <box>560 847 724 957</box>
durlabh-col5: ਸੰਸਥਾ ਦੇ ਨੁਮਾਇੰਦਿਆਂ ਨੇ ਦੱਸਿਆ ਕਿ ਇਹ ਬੀਮਾਰੀ ਬਹੁਤ ਹੀ ਦੁਰਲੱਭ ਹੈ ਅਤੇ ਇਸ ਦਾ ਇਲਾਜ ਬਹੁਤ ਮਹਿੰਗਾ ਹੈ। ਲੋੜਵੰਦ ਪਰਿਵਾਰਾਂ ਦੀ ਮਦਦ ਲਈ ਸੰਸਥਾ ਅੱਗੇ ਆਈ ਹੈ। <box>732 1208 896 1256</box>
shanti-tara-photo <box>560 558 896 708</box>
bullet-icon-3: ● <box>1175 667 1182 680</box>
lead-left-col2 <box>293 169 511 469</box>
masthead-date: ਵੀਰਵਾਰ, 20 ਨਵੰਬਰ 2025 <box>68 37 298 66</box>
lead-left-headline-line2: ਨਾਲ ਬਣਨ ਵਾਲੇ ਖੇਡ ਮੈਦਾਨਾਂ ਦੀ ਸ਼ੁਰੂਆਤ ਕਰਵਾਈ <box>135 116 668 150</box>
takniki-headline <box>66 1412 366 1522</box>
swatch-black <box>108 2169 122 2193</box>
bullet-icon-4: ● <box>919 887 926 900</box>
ek-nazar-subhead <box>66 513 366 601</box>
ek-nazar-col2 <box>221 605 367 697</box>
sewa-kendra-photo-caption: ਹੜਤਾਲ ਦੌਰਾਨ ਰੋਸ ਪ੍ਰਦਰਸ਼ਨ ਕਰਦੇ ਹੋਏ ਕਰਮਚਾਰੀ। <box>1218 1280 1375 1290</box>
lead-right-col1-text: ਲੰਘੇ 12 ਨਵੰਬਰ ਨੂੰ ਪੰਜਾਬ ਰਾਜ ਘੱਟ ਗਿਣਤੀ ਕਮਿਸ਼ਨ ਦੇ ਮੈਂਬਰ ਵੱਲੋਂ ਜ਼ਿਲ੍ਹਾ ਪ੍ਰਸ਼ਾਸਨਕ ਅਧਿਕਾਰੀਆਂ ਨਾਲ ਇਕ ਅਹਿਮ ਮੀਟਿੰਗ ਕੀਤੀ ਗਈ ਸੀ ਜਿਸ ਵਿਚ ਸ਼ਹਿਰ ਦੇ ਵੱਖ-ਵੱਖ ਮਸਲਿਆਂ ਬਾਰੇ ਵਿਚਾਰ-ਵਟਾਂਦਰਾ ਕੀਤਾ ਗਿਆ ਸੀ। <box>760 159 919 231</box>
mukh-mantri-photo-caption: ਸਨਮਾਨ ਸਮਾਰੋਹ ਦੌਰਾਨ ਹਾਜ਼ਰ ਮਹਿਲਾਵਾਂ। <box>1235 1035 1358 1045</box>
durlabh-headline <box>387 980 896 1051</box>
bullet-icon-2: ● <box>389 1378 396 1391</box>
bcds-headline: ਡੀ. ਸੀ. ਤੇ ਐੱਸ. ਪੀ. ਵੱਲੋਂ ਸ਼ਹੀਦੀ ਪੁਰਬ ਨੂੰ ਸਮਰਪਤ ਨਗਰ ਕੀਰਤਨ ਦੀਆਂ ਤਿਆਰੀਆਂ ਸਬੰਧੀ ਬੈਠਕ <box>387 1263 896 1324</box>
kul-king-headline-line1: ਕੁਲ ਕਿੰਗ ਫ਼ਾਊਂਡੇਸ਼ਨ ਵਲੋਂ ਲਗਾਏ ਕੈਂਪ <box>79 1086 353 1110</box>
mukh-mantri-dateline: ਧੂਰੀ, 19 ਨਵੰਬਰ (ਵਿਕਾਸ ਕੁਮਾਰ) : <box>917 964 1032 975</box>
ek-nazar-dateline: ਧੂਰੀ, 19 ਨਵੰਬਰ (ਵਿਕਾਸ ਕੁਮਾਰ) : <box>66 605 190 616</box>
swatch-cyan-3 <box>928 2169 942 2193</box>
shanti-tara-headline: ਸ਼ਾਂਤੀ ਤਾਰਾ ਗਰਲਜ਼ ਕਾਲਜ ਨੇ ਸ੍ਰੀ ਗੁਰੂ ਤੇਗ ਬਹਾਦਰ ਦੀ ਕੁਰਬਾਨੀ ਨੂੰ ਸਮਰਪਤ ਵਿਚਾਰ ਗੋਸ਼ਟੀ ਕਰਵਾਈ <box>387 483 896 554</box>
takniki-col2-text: ਪੰਜਾਬ ਸਰਕਾਰ ਵੱਲੋਂ ਤਕਨੀਕੀ ਸਿੱਖਿਆ ਨੂੰ ਉਤਸ਼ਾਹਤ ਕਰਨ ਲਈ ਕਈ ਅਹਿਮ ਕਦਮ ਚੁੱਕੇ ਜਾ ਰਹੇ ਹਨ। ਡਾ. ਗੁਰਿੰਦਰਜੀਤ ਸਿੰਘ ਨੇ ਕਿਹਾ ਕਿ ਨੌਜਵਾਨਾਂ ਨੂੰ ਹੁਨਰਮੰਦ ਬਣਾ ਕੇ ਹੀ ਸੂਬੇ ਦੀ ਤਰੱਕੀ ਸੰਭਵ ਹੈ। ਉਨ੍ਹਾਂ ਕਿਹਾ ਕਿ ਆਉਣ ਵਾਲੇ ਸਮੇਂ ਵਿਚ ਤਕਨੀਕੀ ਸੰਸਥਾਵਾਂ ਵਿਚ ਨਵੇਂ ਕੋਰਸ ਸ਼ੁਰੂ ਕੀਤੇ ਜਾਣਗੇ ਜਿਸ ਨਾਲ ਵਿਦਿਆਰਥੀਆਂ ਨੂੰ ਰੁਜ਼ਗਾਰ ਦੇ ਵਧੇਰੇ ਮੌਕੇ ਮਿਲਣਗੇ। <box>220 1626 366 1735</box>
adalat-headline <box>917 483 1420 554</box>
ek-nazar-col1-text: ਨੇੜਲੇ ਪਿੰਡ ਬਰੜਵਾਲ ਵਿਖੇ ਸਥਿਤ ਗੁਰੂ ਤੇਗ ਬਹਾਦਰ ਪਬਲਿਕ ਸਕੂਲ ਦੇ ਵਿਦਿਆਰਥੀ ਨੇ ਰਾਜ ਪੱਧਰੀ ਸ਼ਤਰੰਜ ਚੈਂਪੀਅਨਸ਼ਿਪ ਵਿਚ ਤੀਜਾ ਸਥਾਨ ਹਾਸਲ ਕਰ ਕੇ ਸਕੂਲ ਅਤੇ ਇਲਾਕੇ ਦਾ ਨਾਂ ਰੌਸ਼ਨ ਕੀਤਾ ਹੈ। <box>66 605 212 677</box>
story-bcds-meeting <box>387 1263 896 1513</box>
bcds-col2-text: ਡਿਪਟੀ ਕਮਿਸ਼ਨਰ ਅਤੇ ਐੱਸ. ਐੱਸ. ਪੀ. ਨੇ ਅਧਿਕਾਰੀਆਂ ਨੂੰ ਹਦਾਇਤ ਕੀਤੀ ਕਿ ਨਗਰ ਕੀਰਤਨ ਦੇ ਰੂਟ 'ਤੇ ਸਫ਼ਾਈ, ਰੌਸ਼ਨੀ, ਪੀਣ ਵਾਲੇ ਪਾਣੀ ਅਤੇ ਸੁਰੱਖਿਆ ਦੇ ਪੁਖ਼ਤਾ ਪ੍ਰਬੰਧ ਕੀਤੇ ਜਾਣ। <box>559 1489 896 1513</box>
masthead <box>64 33 1422 69</box>
color-swatch-set-4 <box>1362 2169 1431 2193</box>
adalat-col2 <box>1173 558 1420 755</box>
swatch-black-2 <box>544 2169 558 2193</box>
lead-left-col2-text: ਵਿਧਾਇਕਾ ਨੇ ਦੱਸਿਆ ਕਿ ਪਿੰਡ ਵਿਚ 10 ਲੱਖ ਰੁਪਏ ਦੀ ਲਾਗਤ ਨਾਲ ਗਰਾਊਂਡ ਦੀ ਚਾਰਦੀਵਾਰੀ, 600 ਮੀਟਰ ਰਨਿੰਗ ਟ੍ਰੈਕ, ਬੱਚਿਆਂ ਲਈ ਝੂਲੇ ਅਤੇ ਓਪਨ ਏਅਰ ਜਿੰਮ ਦੀ ਸਹੂਲਤ ਮੁਹੱਈਆ ਕਰਵਾਈ ਜਾਵੇਗੀ। ਉਨ੍ਹਾਂ ਕਿਹਾ ਕਿ ਪੰਜਾਬ ਸਰਕਾਰ ਵੱਲੋਂ ਖੇਡਾਂ ਦੇ ਖੇਤਰ ਵਿਚ ਵੱਡੇ ਪੱਧਰ 'ਤੇ ਕੰਮ ਕੀਤੇ ਜਾ ਰਹੇ ਹਨ ਅਤੇ ਖਿਡਾਰੀਆਂ ਨੂੰ ਬਣਦਾ ਮਾਣ-ਸਨਮਾਨ ਦਿੱਤਾ ਜਾ ਰਿਹਾ ਹੈ। ਇਸ ਮੌਕੇ ਸਰਪੰਚ ਅਤੇ ਪੰਚਾਇਤ ਮੈਂਬਰ ਹਾਜ਼ਰ ਸਨ। <box>519 170 737 242</box>
lead-right-col3 <box>1095 158 1253 386</box>
bcds-col1: ਸੰਗਰੂਰ, 19 ਨਵੰਬਰ (ਗੁਰਪ੍ਰੀਤ ਸਿੰਘ ਸੰਧੂ) : ਜ਼ਿਲ੍ਹਾ ਪ੍ਰਸ਼ਾਸਨ ਵੱਲੋਂ ਸ੍ਰੀ ਗੁਰੂ ਤੇਗ ਬਹਾਦਰ ਜੀ ਦੇ 350ਵੇਂ ਸ਼ਹੀਦੀ ਪੁਰਬ ਨੂੰ ਸਮਰਪਤ ਨਗਰ ਕੀਰਤਨ ਦੀਆਂ ਤਿਆਰੀਆਂ ਸਬੰਧੀ ਇਕ ਅਹਿਮ ਬੈਠਕ ਕੀਤੀ ਗਈ। ● ਨਗਰ ਕੀਰਤਨ ਦੇ ਰੂਟ ਤੇ <box>387 1329 551 1514</box>
lead-story-right <box>749 77 1420 469</box>
sdm-appeal-col2 <box>560 847 724 972</box>
takniki-headline-line1: ਤਕਨੀਕੀ ਕ੍ਰਾਂਤੀ ਰਾਹੀਂ ਪੰਜਾਬ ਦੀ ਤਰੱਕੀ ਦਾ <box>91 1417 341 1466</box>
story-sanake <box>917 762 1420 835</box>
bcds-photo-caption: ਬੈਠਕ ਦੌਰਾਨ ਹਾਜ਼ਰ ਅਧਿਕਾਰੀ। <box>681 1475 774 1485</box>
shanti-tara-col1 <box>387 558 551 723</box>
mukh-mantri-headline: ਮੁੱਖ ਮੰਤਰੀ ਸਹਾਇਤਾ ਕੇਂਦਰ 'ਚ ਮਨਾਇਆ ਮਹਿਲਾ ਉਦਮਤਾ ਦਿਵਸ <box>917 842 1420 879</box>
lead-left-photo <box>293 169 511 349</box>
